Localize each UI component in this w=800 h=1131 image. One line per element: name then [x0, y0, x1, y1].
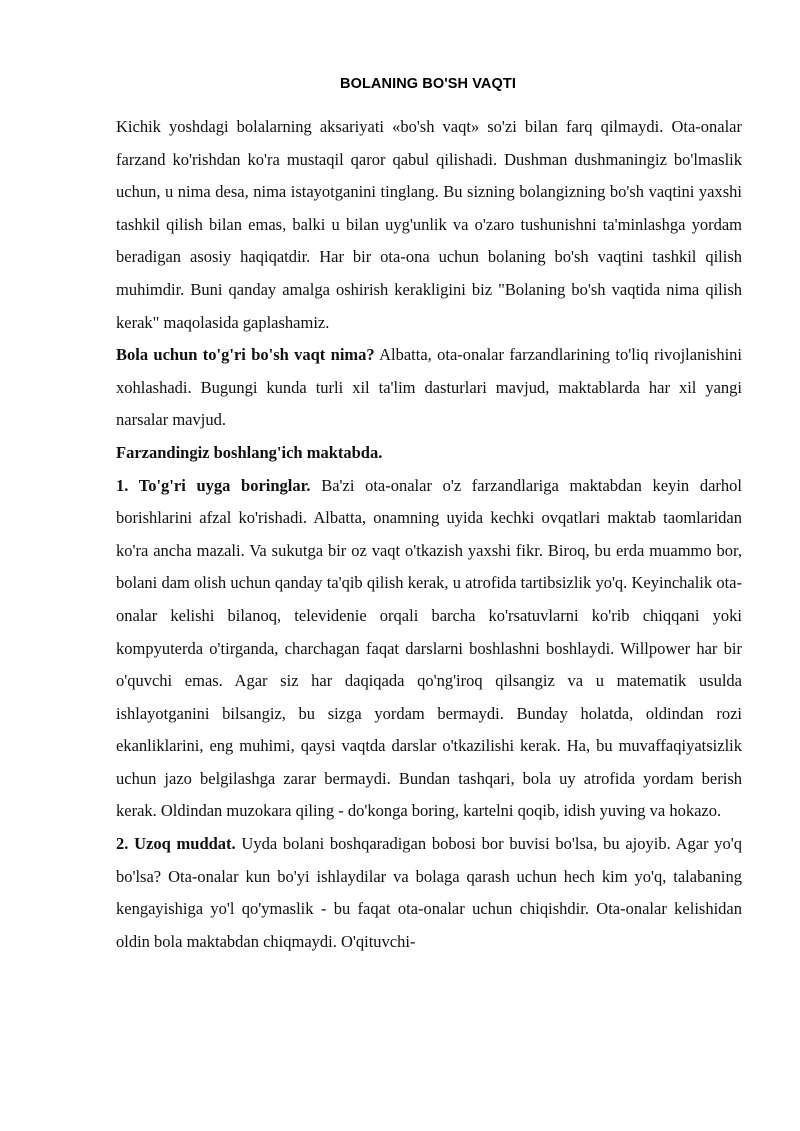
paragraph-free-time — [116, 339, 742, 437]
paragraph-lead: 2. Uzoq muddat. — [116, 834, 236, 854]
paragraph-lead: Bola uchun to'g'ri bo'sh vaqt nima? — [116, 345, 375, 365]
paragraph-lead: 1. To'g'ri uyga boringlar. — [116, 475, 311, 495]
document-body — [116, 111, 742, 958]
document-title: BOLANING BO'SH VAQTI — [340, 76, 516, 92]
paragraph-heading-primary-school — [116, 437, 742, 470]
paragraph-text: Uyda bolani boshqaradigan bobosi bor buvisi bo'lsa, bu ajoyib. Agar yo'q bo'lsa? Ota-onalar kun bo'yi ishlaydilar va bolaga qarash uchun hech kim yo'q, talabaning kengayishiga yo'l qo'ymaslik - bu faqat ota-onalar uchun chiqishdir. Ota-onalar kelishidan oldin bola maktabdan chiqmaydi. O'qituvchi- — [116, 834, 743, 951]
section-heading: Farzandingiz boshlang'ich maktabda. — [116, 442, 383, 462]
paragraph-text: Albatta, ota-onalar farzandlarining to'liq rivojlanishini xohlashadi. Bugungi kunda turli xil ta'lim dasturlari mavjud, maktablarda har xil yangi narsalar mavjud. — [116, 345, 742, 430]
paragraph-point-2 — [116, 828, 742, 958]
paragraph-intro — [116, 111, 742, 339]
paragraph-text: Ba'zi ota-onalar o'z farzandlariga maktabdan keyin darhol borishlarini afzal ko'rishadi. Albatta, onamning uyida kechki ovqatlari maktab taomlaridan ko'ra ancha mazali. Va sukutga bir oz vaqt o'tkazish yaxshi fikr. Biroq, bu erda muammo bor, bolani dam olish uchun qanday ta'qib qilish kerak, u atrofida tartibsizlik yo'q. Keyinchalik ota-onalar kelishi bilanoq, televidenie orqali barcha ko'rsatuvlarni ko'rib chiqqani yoki kompyuterda o'tirganda, charchagan faqat darslarni boshlashni boshlaydi. Willpower har bir o'quvchi emas. Agar siz har daqiqada qo'ng'iroq qilsangiz va u matematik usulda ishlayotganini bilsangiz, bu sizga yordam bermaydi. Bunday holatda, oldindan rozi ekanliklarini, eng muhimi, qaysi vaqtda darslar o'tkazilishi kerak. Ha, bu muvaffaqiyatsizlik uchun jazo belgilashga zarar bermaydi. Bundan tashqari, bola uy atrofida yordam berish kerak. Oldindan muzokara qiling - do'konga boring, kartelni qoqib, idish yuving va hokazo. — [116, 475, 742, 821]
paragraph-text: Kichik yoshdagi bolalarning aksariyati «bo'sh vaqt» so'zi bilan farq qilmaydi. Ota-onalar farzand ko'rishdan ko'ra mustaqil qaror qabul qilishadi. Dushman dushmaningiz bo'lmaslik uchun, u nima desa, nima istayotganini tinglang. Bu sizning bolangizning bo'sh vaqtini yaxshi tashkil qilish bilan emas, balki u bilan uyg'unlik va o'zaro tushunishni ta'minlashga yordam beradigan asosiy haqiqatdir. Har bir ota-ona uchun bolaning bo'sh vaqtini tashkil qilish muhimdir. Buni qanday amalga oshirish kerakligini biz "Bolaning bo'sh vaqtida nima qilish kerak" maqolasida gaplashamiz. — [116, 117, 742, 332]
paragraph-point-1 — [116, 470, 742, 829]
